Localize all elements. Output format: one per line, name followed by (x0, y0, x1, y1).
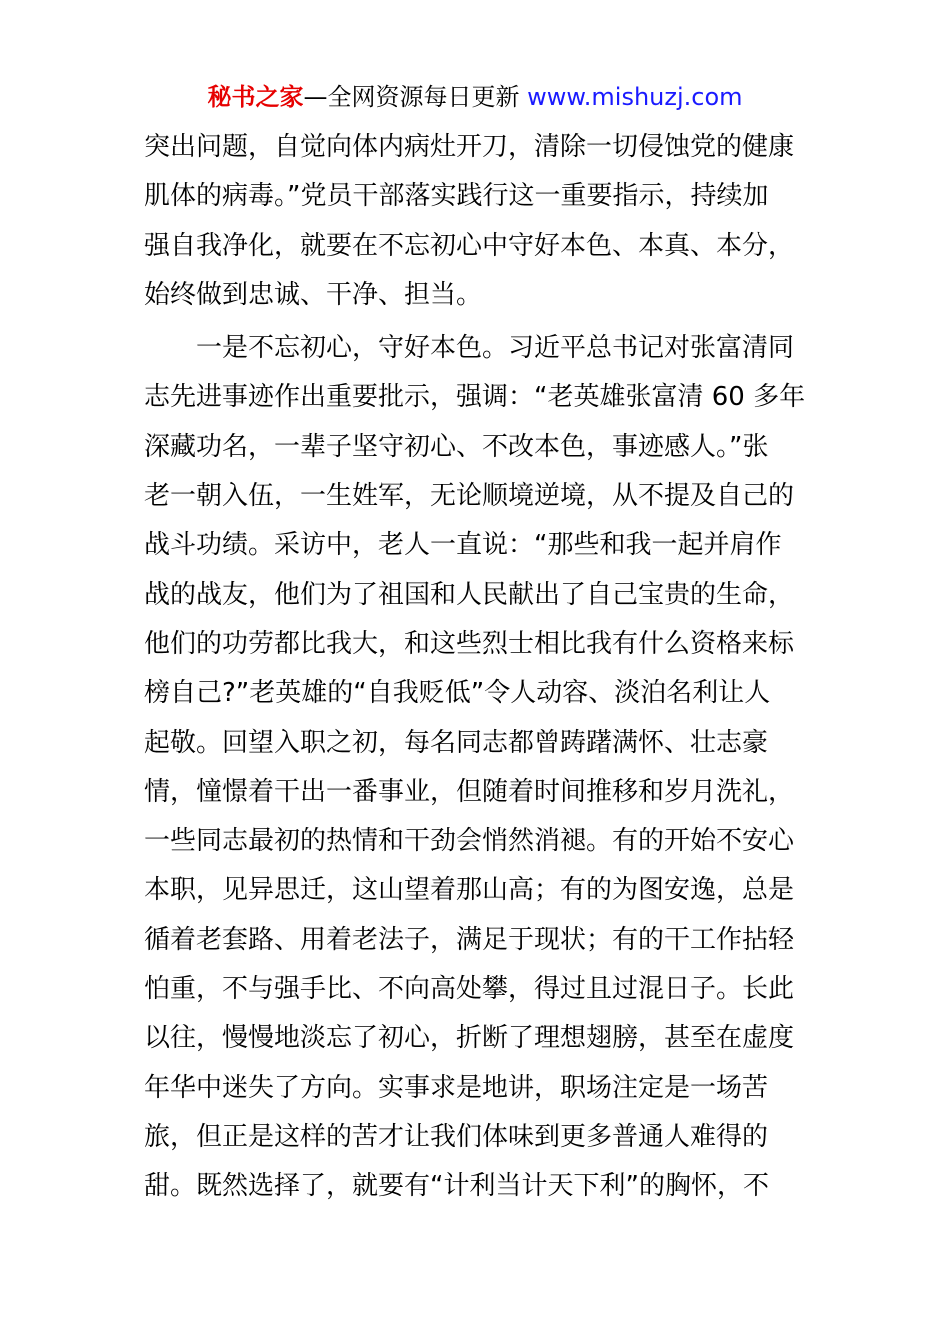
paragraph-2 (144, 324, 808, 1211)
paragraph-1 (144, 123, 808, 320)
text-line: 一是不忘初心，守好本色。习近平总书记对张富清同 (196, 333, 795, 364)
text-line: 循着老套路、用着老法子，满足于现状；有的干工作拈轻 (144, 924, 795, 955)
text-line: 强自我净化，就要在不忘初心中守好本色、本真、本分， (144, 230, 795, 261)
text-line: 突出问题，自觉向体内病灶开刀，清除一切侵蚀党的健康 (144, 132, 795, 162)
document-body (144, 123, 808, 1212)
text-line: 甜。既然选择了，就要有“计利当计天下利”的胸怀，不 (144, 1171, 769, 1202)
text-line: 始终做到忠诚、干净、担当。 (144, 279, 483, 310)
text-line: 战斗功绩。采访中，老人一直说：“那些和我一起并肩作 (144, 530, 782, 561)
text-line: 情，憧憬着干出一番事业，但随着时间推移和岁月洗礼， (144, 776, 795, 807)
header-url-link[interactable]: www.mishuzj.com (527, 83, 743, 111)
page-header (0, 80, 950, 114)
text-line: 战的战友，他们为了祖国和人民献出了自己宝贵的生命， (144, 579, 795, 610)
text-line: 深藏功名，一辈子坚守初心、不改本色，事迹感人。”张 (144, 431, 769, 462)
text-line: 老一朝入伍，一生姓军，无论顺境逆境，从不提及自己的 (144, 481, 795, 512)
text-line: 一些同志最初的热情和干劲会悄然消褪。有的开始不安心 (144, 826, 795, 857)
text-line: 旅，但正是这样的苦才让我们体味到更多普通人难得的 (144, 1121, 769, 1152)
text-line: 肌体的病毒。”党员干部落实践行这一重要指示，持续加 (144, 181, 769, 212)
text-line: 年华中迷失了方向。实事求是地讲，职场注定是一场苦 (144, 1072, 769, 1103)
text-line: 以往，慢慢地淡忘了初心，折断了理想翅膀，甚至在虚度 (144, 1023, 795, 1054)
text-line: 榜自己?”老英雄的“自我贬低”令人动容、淡泊名利让人 (144, 678, 771, 709)
header-tagline: —全网资源每日更新 (303, 83, 520, 111)
text-line: 起敬。回望入职之初，每名同志都曾踌躇满怀、壮志豪 (144, 727, 769, 758)
text-line: 怕重，不与强手比、不向高处攀，得过且过混日子。长此 (144, 974, 795, 1005)
text-line: 志先进事迹作出重要批示，强调：“老英雄张富清 60 多年 (144, 382, 806, 413)
text-line: 本职，见异思迁，这山望着那山高；有的为图安逸，总是 (144, 875, 795, 906)
brand-name: 秘书之家 (207, 83, 304, 111)
text-line: 他们的功劳都比我大，和这些烈士相比我有什么资格来标 (144, 628, 795, 659)
